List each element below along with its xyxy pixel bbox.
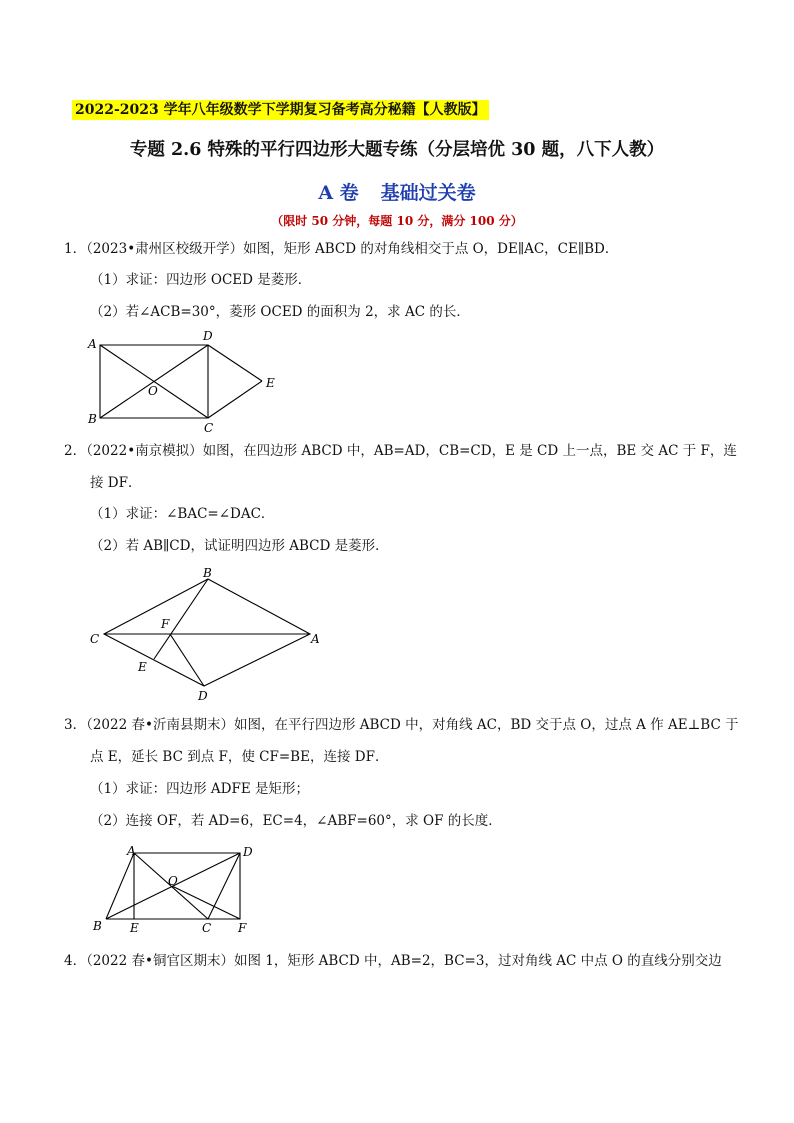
label-e: E: [130, 921, 139, 935]
segment-ab: [106, 853, 134, 919]
question-4-stem: 4．（2022 春•铜官区期末）如图 1，矩形 ABCD 中，AB=2，BC=3，过对角线 AC 中点 O 的直线分别交边: [64, 953, 722, 969]
question-2-part-2: （2）若 AB∥CD，试证明四边形 ABCD 是菱形．: [90, 538, 389, 554]
page-title: 专题 2.6 特殊的平行四边形大题专练（分层培优 30 题，八下人教）: [129, 140, 665, 160]
question-3-stem-line-2: 点 E，延长 BC 到点 F，使 CF=BE，连接 DF．: [90, 749, 389, 765]
question-2-part-1: （1）求证：∠BAC=∠DAC．: [90, 506, 275, 522]
label-o: O: [148, 384, 158, 398]
label-a: A: [311, 632, 320, 646]
question-2-stem-line-1: 2．（2022•南京模拟）如图，在四边形 ABCD 中，AB=AD，CB=CD，E 是 CD 上一点，BE 交 AC 于 F，连: [64, 443, 737, 459]
time-limit-note: （限时 50 分钟，每题 10 分，满分 100 分）: [271, 214, 523, 228]
label-d: D: [198, 689, 208, 703]
series-banner: 2022-2023 学年八年级数学下学期复习备考高分秘籍【人教版】: [72, 100, 489, 120]
label-f: F: [238, 921, 247, 935]
label-b: B: [88, 412, 97, 426]
label-c: C: [90, 632, 100, 646]
label-a: A: [127, 844, 136, 858]
question-1-part-1: （1）求证：四边形 OCED 是菱形．: [90, 272, 312, 288]
label-b: B: [93, 919, 102, 933]
segment-of: [172, 886, 240, 919]
question-2-stem-line-2: 接 DF．: [90, 475, 142, 491]
question-1-part-2: （2）若∠ACB=30°，菱形 OCED 的面积为 2，求 AC 的长．: [90, 304, 470, 320]
label-a: A: [88, 337, 97, 351]
question-3-part-1: （1）求证：四边形 ADFE 是矩形；: [90, 781, 309, 797]
section-name: 基础过关卷: [380, 182, 476, 204]
label-o: O: [168, 874, 178, 888]
label-d: D: [243, 845, 253, 859]
question-3-part-2: （2）连接 OF，若 AD=6，EC=4，∠ABF=60°，求 OF 的长度．: [90, 813, 502, 829]
segment-dc: [208, 853, 240, 919]
label-c: C: [204, 421, 214, 435]
label-b: B: [203, 566, 212, 580]
label-d: D: [203, 329, 213, 343]
label-e: E: [138, 660, 147, 674]
label-e: E: [266, 376, 275, 390]
section-label: A 卷: [318, 182, 359, 204]
question-1-stem: 1．（2023•肃州区校级开学）如图，矩形 ABCD 的对角线相交于点 O，DE∥AC，CE∥BD．: [64, 241, 619, 257]
label-c: C: [202, 921, 212, 935]
label-f: F: [161, 617, 170, 631]
question-3-stem-line-1: 3．（2022 春•沂南县期末）如图，在平行四边形 ABCD 中，对角线 AC，BD 交于点 O，过点 A 作 AE⊥BC 于: [64, 717, 739, 733]
